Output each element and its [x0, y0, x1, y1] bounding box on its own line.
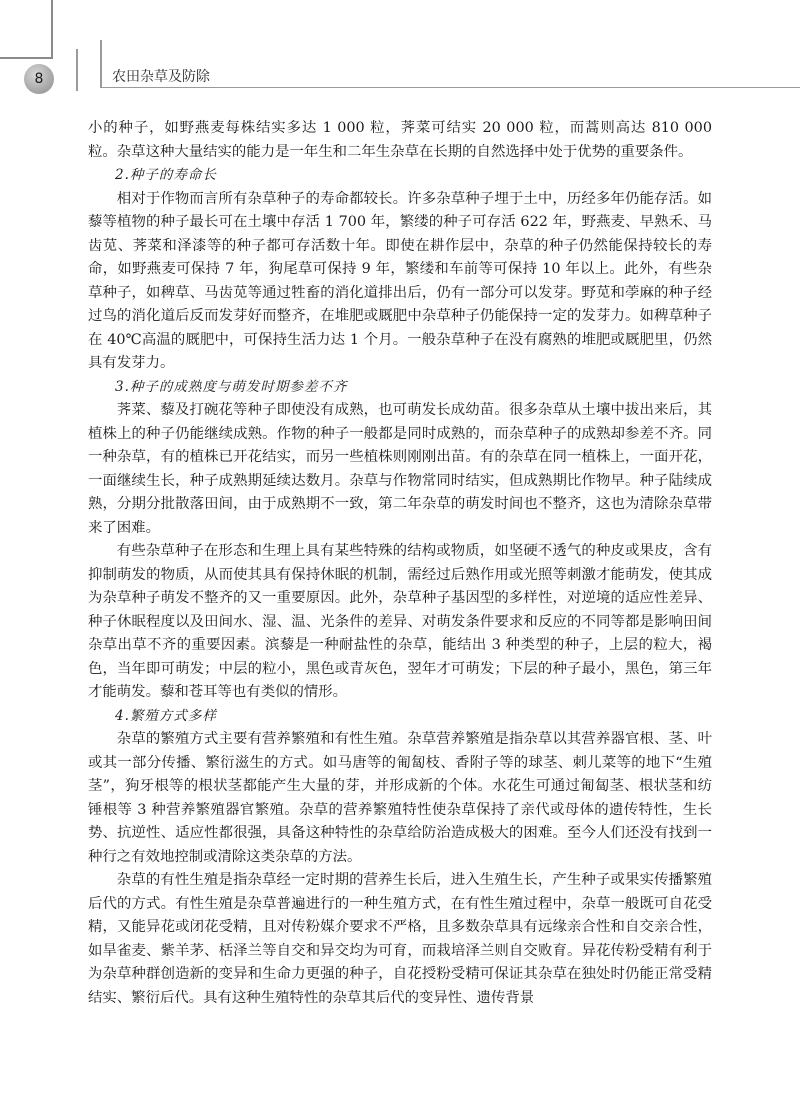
paragraph: 有些杂草种子在形态和生理上具有某些特殊的结构或物质，如坚硬不透气的种皮或果皮，含有抑制萌发的物质，从而使其具有保持休眠的机制，需经过后熟作用或光照等刺激才能萌发，使其成为杂草种子萌发不整齐的又一重要原因。此外，杂草种子基因型的多样性，对逆境的适应性差异、种子休眠程度以及田间水、湿、温、光条件的差异、对萌发条件要求和反应的不同等都是影响田间杂草出草不齐的重要因素。滨藜是一种耐盐性的杂草，能结出 3 种类型的种子，上层的粒大，褐色，当年即可萌发；中层的粒小，黑色或青灰色，翌年才可萌发；下层的种子最小，黑色，第三年才能萌发。藜和苍耳等也有类似的情形。 [88, 543, 712, 700]
paragraph: 小的种子，如野燕麦每株结实多达 1 000 粒，荠菜可结实 20 000 粒，而蒿则高达 810 000 粒。杂草这种大量结实的能力是一年生和二年生杂草在长期的自然选择中处于优势的重要条件。 [88, 120, 712, 160]
section-heading: 2.种子的寿命长 [115, 167, 217, 183]
header-rule [100, 87, 800, 88]
paragraph: 相对于作物而言所有杂草种子的寿命都较长。许多杂草种子埋于土中，历经多年仍能存活。如藜等植物的种子最长可在土壤中存活 1 700 年，繁缕的种子可存活 622 年，野燕麦、早熟禾、马齿苋、荠菜和泽漆等的种子都可存活数十年。即使在耕作层中，杂草的种子仍然能保持较长的寿命，如野燕麦可保持 7 年，狗尾草可保持 9 年，繁缕和车前等可保持 10 年以上。此外，有些杂草种子，如稗草、马齿苋等通过牲畜的消化道排出后，仍有一部分可以发芽。野苋和荸麻的种子经过鸟的消化道后反而发芽好而整齐，在堆肥或厩肥中杂草种子仍能保持一定的发芽力。如稗草种子在 40℃高温的厩肥中，可保持生活力达 1 个月。一般杂草种子在没有腐熟的堆肥或厩肥里，仍然具有发芽力。 [88, 190, 712, 371]
page-number: 8 [24, 64, 54, 94]
running-head-title: 农田杂草及防除 [112, 69, 210, 85]
header-divider [76, 49, 78, 91]
paragraph: 荠菜、藜及打碗花等种子即使没有成熟，也可萌发长成幼苗。很多杂草从土壤中拔出来后，其植株上的种子仍能继续成熟。作物的种子一般都是同时成熟的，而杂草种子的成熟却参差不齐。同一种杂草，有的植株已开花结实，而另一些植株则刚刚出苗。有的杂草在同一植株上，一面开花，一面继续生长，种子成熟期延续达数月。杂草与作物常同时结实，但成熟期比作物早。种子陆续成熟，分期分批散落田间，由于成熟期不一致，第二年杂草的萌发时间也不整齐，这也为清除杂草带来了困难。 [88, 402, 712, 536]
body-text [88, 117, 712, 1010]
corner-horizontal-rule [0, 57, 53, 59]
paragraph: 杂草的有性生殖是指杂草经一定时期的营养生长后，进入生殖生长，产生种子或果实传播繁殖后代的方式。有性生殖是杂草普遍进行的一种生殖方式，在有性生殖过程中，杂草一般既可自花受精，又能异花或闭花受精，且对传粉媒介要求不严格，且多数杂草具有远缘亲合性和自交亲合性，如旱雀麦、紫羊茅、栝泽兰等自交和异交均为可育，而栽培泽兰则自交败育。异花传粉受精有利于为杂草种群创造新的变异和生命力更强的种子，自花授粉受精可保证其杂草在独处时仍能正常受精结实、繁衍后代。具有这种生殖特性的杂草其后代的变异性、遗传背景 [88, 872, 712, 1006]
paragraph: 杂草的繁殖方式主要有营养繁殖和有性生殖。杂草营养繁殖是指杂草以其营养器官根、茎、叶或其一部分传播、繁衍滋生的方式。如马唐等的匍匐枝、香附子等的球茎、刺儿菜等的地下“生殖茎”，狗牙根等的根状茎都能产生大量的芽，并形成新的个体。水花生可通过匍匐茎、根状茎和纺锤根等 3 种营养繁殖器官繁殖。杂草的营养繁殖特性使杂草保持了亲代或母体的遗传特性，生长势、抗逆性、适应性都很强，具备这种特性的杂草给防治造成极大的困难。至今人们还没有找到一种行之有效地控制或清除这类杂草的方法。 [88, 731, 712, 865]
section-heading: 4.繁殖方式多样 [115, 707, 217, 724]
corner-vertical-rule [51, 0, 53, 58]
section-heading: 3.种子的成熟度与萌发时期参差不齐 [115, 378, 348, 395]
header-divider [100, 40, 102, 88]
